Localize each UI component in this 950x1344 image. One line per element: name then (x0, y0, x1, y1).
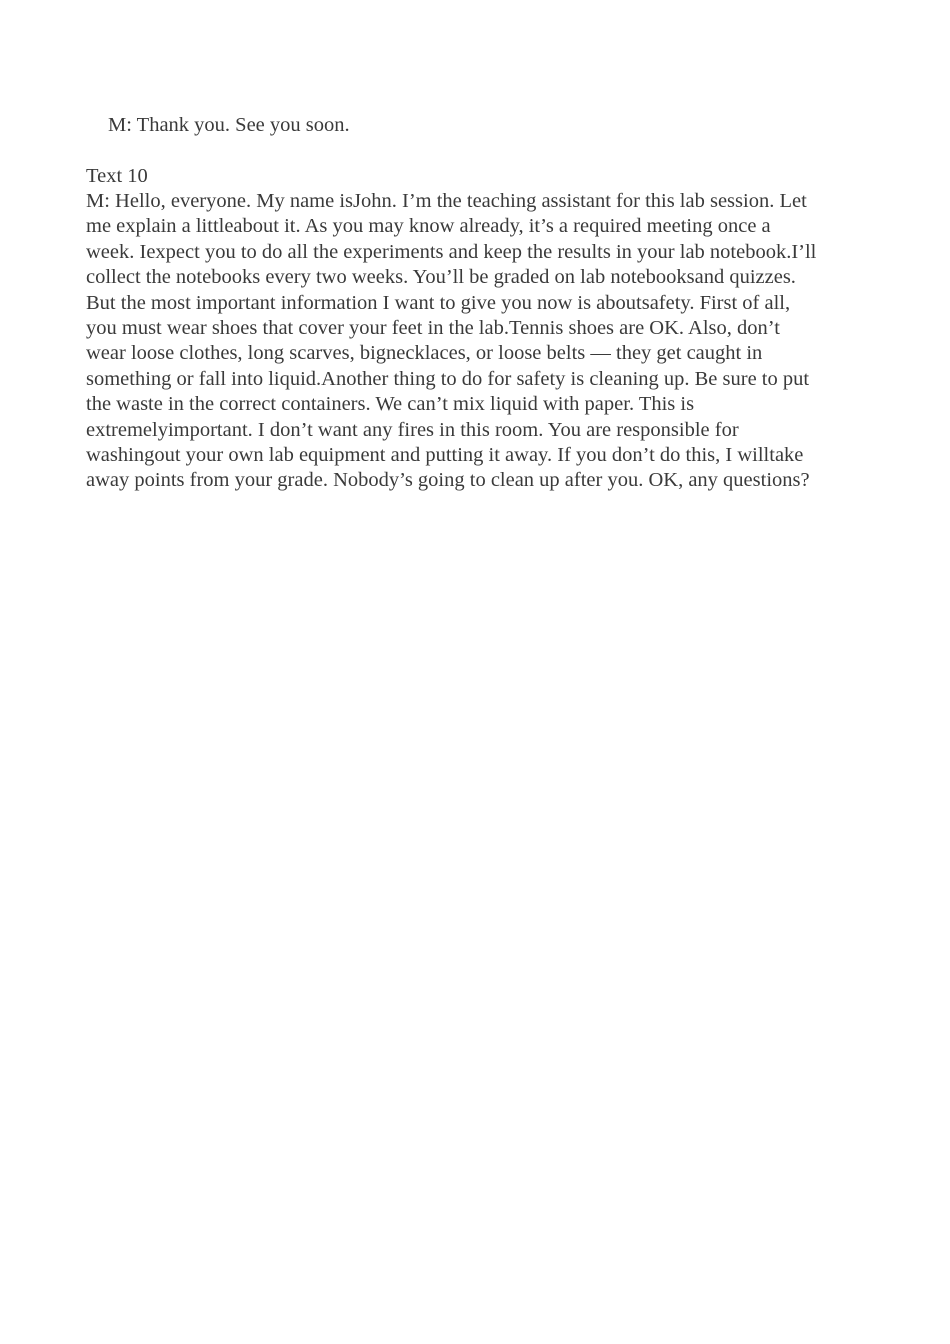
passage-line: wear loose clothes, long scarves, bignecklaces, or loose belts — they get caught in (86, 342, 763, 365)
section-heading: Text 10 (86, 165, 148, 187)
passage-line: extremelyimportant. I don’t want any fires in this room. You are responsible for (86, 418, 739, 441)
passage-line: something or fall into liquid.Another thing to do for safety is cleaning up. Be sure to put (86, 367, 810, 390)
passage-line: the waste in the correct containers. We can’t mix liquid with paper. This is (86, 393, 695, 416)
passage-line: But the most important information I want to give you now is aboutsafety. First of all, (86, 291, 791, 314)
passage-line: me explain a littleabout it. As you may know already, it’s a required meeting once a (86, 215, 771, 238)
passage-line: you must wear shoes that cover your feet in the lab.Tennis shoes are OK. Also, don’t (86, 316, 780, 339)
passage-line: M: Hello, everyone. My name isJohn. I’m the teaching assistant for this lab session. Let (86, 190, 807, 212)
passage-line: away points from your grade. Nobody’s going to clean up after you. OK, any questions? (86, 469, 810, 492)
closing-dialogue-line: M: Thank you. See you soon. (108, 114, 350, 136)
passage-line: washingout your own lab equipment and putting it away. If you don’t do this, I willtake (86, 443, 804, 466)
passage-line: collect the notebooks every two weeks. You’ll be graded on lab notebooksand quizzes. (86, 266, 796, 289)
passage-body (86, 189, 876, 494)
passage-line: week. Iexpect you to do all the experiments and keep the results in your lab notebook.I’ll (86, 240, 817, 263)
